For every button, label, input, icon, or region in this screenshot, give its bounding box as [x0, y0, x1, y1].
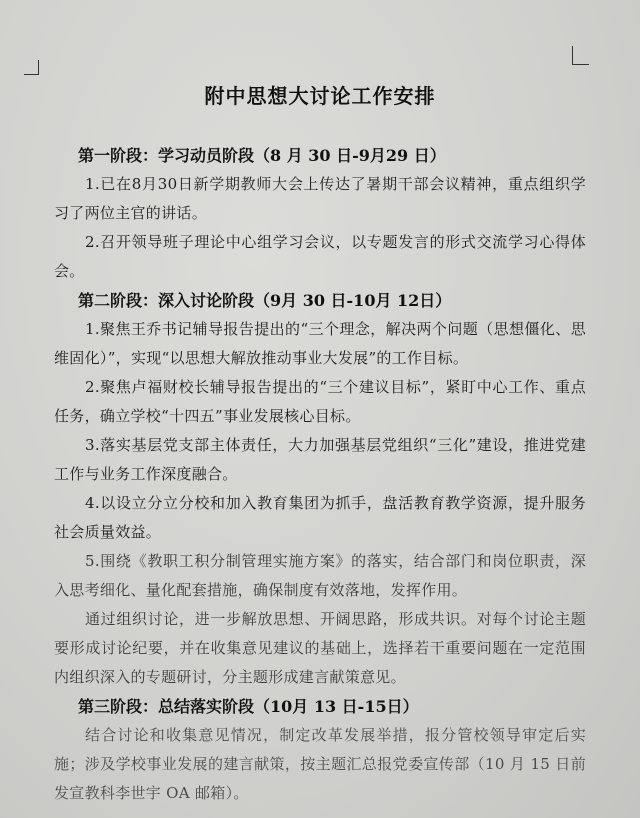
section-stage-3 — [54, 692, 586, 808]
section-heading: 第一阶段：学习动员阶段（8 月 30 日-9月29 日） — [78, 146, 446, 165]
paragraph: 3.落实基层党支部主体责任，大力加强基层党组织“三化”建设，推进党建工作与业务工作深度融合。 — [54, 436, 586, 483]
section-stage-2 — [54, 286, 586, 692]
document-body — [54, 80, 586, 808]
crop-mark-top-left — [24, 60, 39, 75]
section-heading: 第三阶段：总结落实阶段（10月 13 日-15日） — [78, 697, 419, 716]
paragraph: 4.以设立分立分校和加入教育集团为抓手，盘活教育教学资源，提升服务社会质量效益。 — [54, 494, 586, 541]
crop-mark-top-right — [572, 46, 589, 65]
paragraph: 2.聚焦卢福财校长辅导报告提出的“三个建议目标”，紧盯中心工作、重点任务，确立学校“十四五”事业发展核心目标。 — [54, 378, 586, 425]
document-title: 附中思想大讨论工作安排 — [204, 84, 436, 108]
paragraph: 5.围绕《教职工积分制管理实施方案》的落实，结合部门和岗位职责，深入思考细化、量化配套措施，确保制度有效落地，发挥作用。 — [54, 552, 586, 599]
paragraph: 1.已在8月30日新学期教师大会上传达了暑期干部会议精神，重点组织学习了两位主官的讲话。 — [54, 175, 586, 222]
paragraph: 结合讨论和收集意见情况，制定改革发展举措，报分管校领导审定后实施；涉及学校事业发展的建言献策，按主题汇总报党委宣传部（10 月 15 日前发宣教科李世宇 OA 邮箱）。 — [54, 726, 586, 802]
paragraph: 1.聚焦王乔书记辅导报告提出的“三个理念，解决两个问题（思想僵化、思维固化）”，实现“以思想大解放推动事业大发展”的工作目标。 — [54, 320, 586, 367]
paragraph: 2.召开领导班子理论中心组学习会议，以专题发言的形式交流学习心得体会。 — [54, 233, 586, 280]
section-heading: 第二阶段：深入讨论阶段（9月 30 日-10月 12日） — [78, 291, 452, 310]
section-stage-1 — [54, 141, 586, 286]
paragraph: 通过组织讨论，进一步解放思想、开阔思路，形成共识。对每个讨论主题要形成讨论纪要，并在收集意见建议的基础上，选择若干重要问题在一定范围内组织深入的专题研讨，分主题形成建言献策意见。 — [54, 610, 586, 686]
